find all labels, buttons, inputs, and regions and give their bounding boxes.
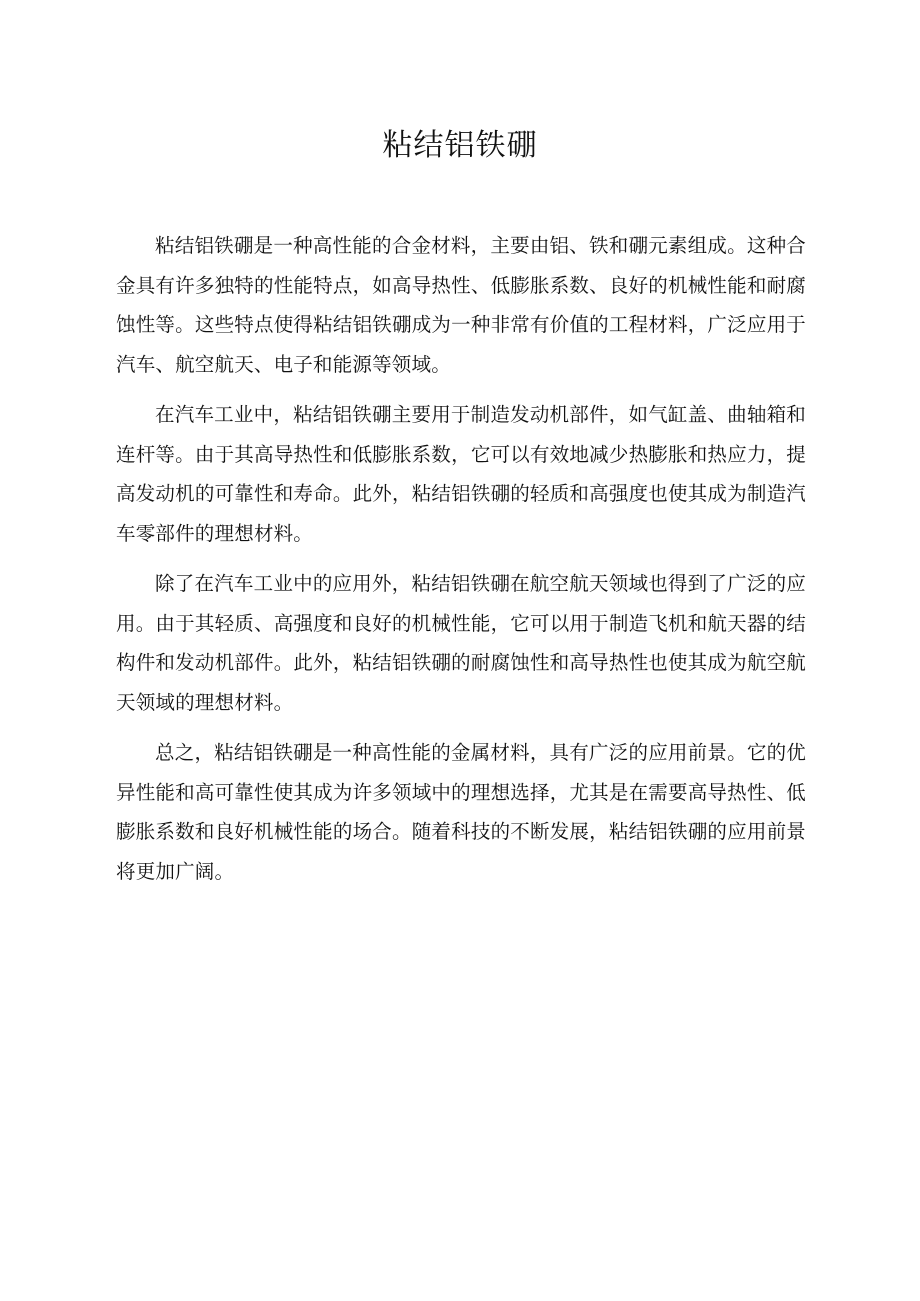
paragraph-conclusion: 总之，粘结铝铁硼是一种高性能的金属材料，具有广泛的应用前景。它的优异性能和高可靠性使其成为许多领域中的理想选择，尤其是在需要高导热性、低膨胀系数和良好机械性能的场合。随着科技的不断发展，粘结铝铁硼的应用前景将更加广阔。 bbox=[116, 741, 806, 883]
document-title: 粘结铝铁硼 bbox=[382, 128, 538, 163]
paragraph-intro: 粘结铝铁硼是一种高性能的合金材料，主要由铝、铁和硼元素组成。这种合金具有许多独特的性能特点，如高导热性、低膨胀系数、良好的机械性能和耐腐蚀性等。这些特点使得粘结铝铁硼成为一种非常有价值的工程材料，广泛应用于汽车、航空航天、电子和能源等领域。 bbox=[116, 234, 806, 376]
paragraph-automotive: 在汽车工业中，粘结铝铁硼主要用于制造发动机部件，如气缸盖、曲轴箱和连杆等。由于其高导热性和低膨胀系数，它可以有效地减少热膨胀和热应力，提高发动机的可靠性和寿命。此外，粘结铝铁硼的轻质和高强度也使其成为制造汽车零部件的理想材料。 bbox=[116, 403, 806, 545]
paragraph-aerospace: 除了在汽车工业中的应用外，粘结铝铁硼在航空航天领域也得到了广泛的应用。由于其轻质、高强度和良好的机械性能，它可以用于制造飞机和航天器的结构件和发动机部件。此外，粘结铝铁硼的耐腐蚀性和高导热性也使其成为航空航天领域的理想材料。 bbox=[116, 572, 806, 714]
document-body bbox=[116, 226, 806, 902]
